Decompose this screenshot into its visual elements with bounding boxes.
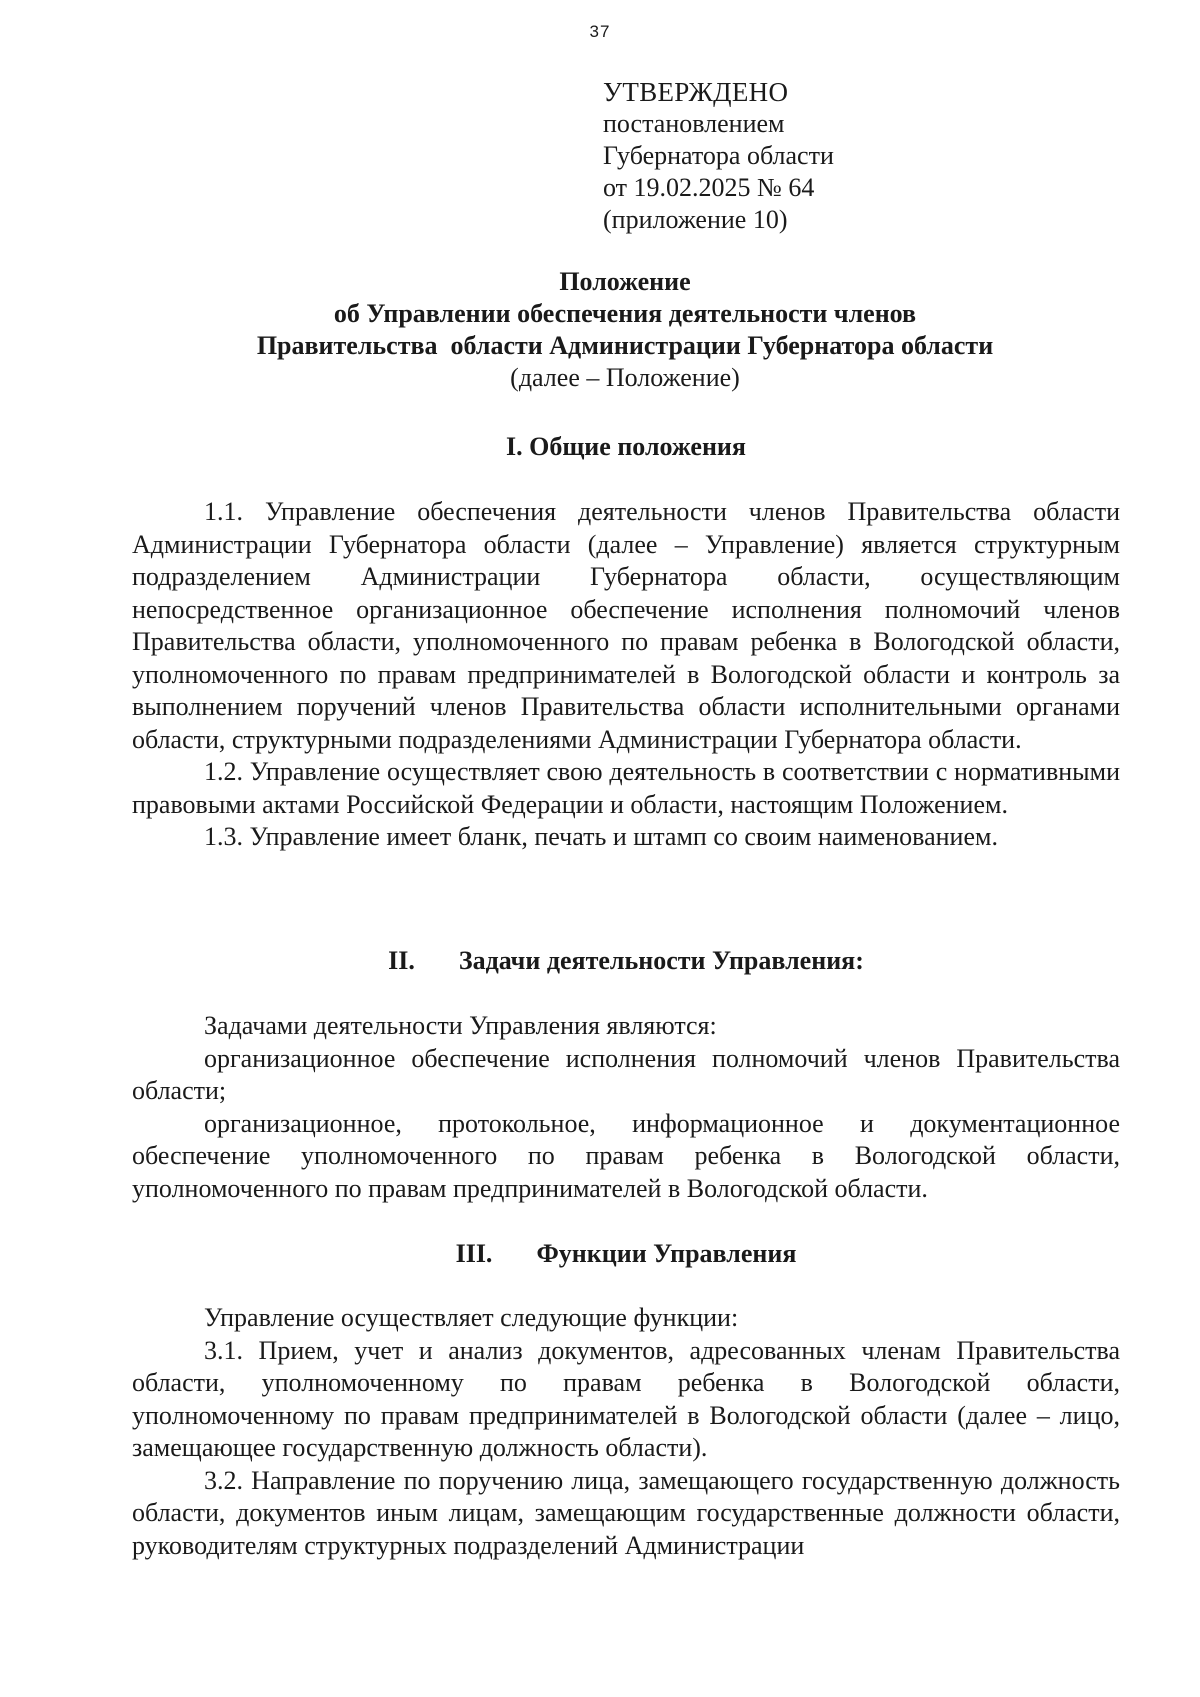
paragraph-1-3: 1.3. Управление имеет бланк, печать и штамп со своим наименованием. [204,822,998,851]
approval-line-4: (приложение 10) [603,205,788,234]
section-2-number: II. [388,946,415,975]
section-2-heading [132,945,1120,977]
paragraph-1-2: 1.2. Управление осуществляет свою деятельность в соответствии с нормативными правовыми актами Российской Федерации и области, настоящим Положением. [132,757,1120,819]
approval-block [603,76,1103,236]
paragraph-3-2: 3.2. Направление по поручению лица, замещающего государственную должность области, документов иным лицам, замещающим государственные должности области, руководителям структурных подразделений Администрации [132,1465,1120,1560]
paragraph-3-1: 3.1. Прием, учет и анализ документов, адресованных членам Правительства области, уполномоченному по правам ребенка в Вологодской области, уполномоченному по правам предпринимателей в Вологодской области (далее – лицо, замещающее государственную должность области). [132,1335,1120,1462]
title-line-4: (далее – Положение) [510,363,740,392]
approval-line-3: от 19.02.2025 № 64 [603,173,815,202]
title-line-3: Правительства области Администрации Губернатора области [256,331,994,360]
section-1-body [132,496,1120,854]
paragraph-1-1: 1.1. Управление обеспечения деятельности членов Правительства области Администрации Губернатора области (далее – Управление) является структурным подразделением Администрации Губернатора области, осуществляющим непосредственное организационное обеспечение исполнения полномочий членов Правительства области, уполномоченного по правам ребенка в Вологодской области, уполномоченного по правам предпринимателей в Вологодской области и контроль за выполнением поручений членов Правительства области исполнительными органами области, структурными подразделениями Администрации Губернатора области. [132,497,1120,754]
paragraph-2-b: организационное, протокольное, информационное и документационное обеспечение уполномоченного по правам ребенка в Вологодской области, уполномоченного по правам предпринимателей в Вологодской области. [132,1108,1120,1203]
section-2-body [132,1010,1120,1205]
approval-line-2: Губернатора области [603,141,834,170]
title-line-2: об Управлении обеспечения деятельности членов [333,299,917,328]
section-1-heading: I. Общие положения [506,432,746,461]
paragraph-3-intro: Управление осуществляет следующие функции: [204,1303,739,1332]
document-title [130,266,1120,394]
section-3-body [132,1302,1120,1562]
section-2-title: Задачи деятельности Управления: [458,946,864,975]
title-line-1: Положение [559,267,691,296]
paragraph-2-a: организационное обеспечение исполнения полномочий членов Правительства области; [132,1043,1120,1105]
section-3-heading [132,1238,1120,1270]
section-3-number: III. [455,1239,493,1268]
approval-head: УТВЕРЖДЕНО [603,77,789,107]
approval-line-1: постановлением [603,109,785,138]
paragraph-2-intro: Задачами деятельности Управления являются: [204,1011,717,1040]
page-number: 37 [589,22,611,41]
section-3-title: Функции Управления [536,1239,797,1268]
